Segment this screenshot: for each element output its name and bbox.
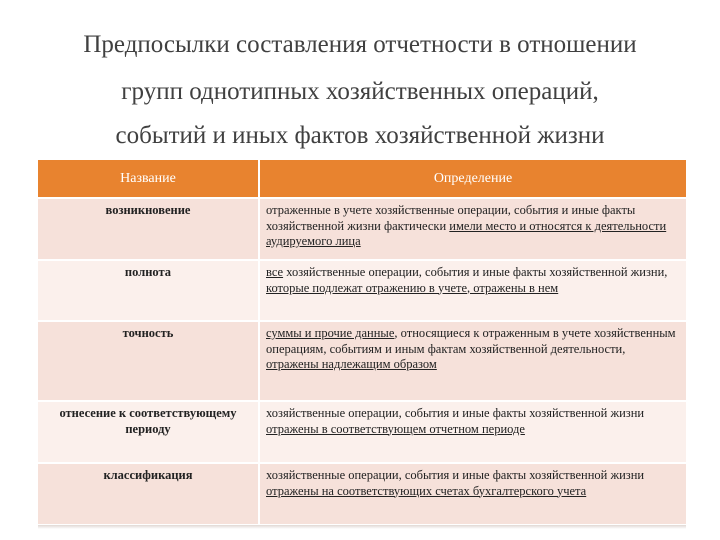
row-definition [260,320,686,400]
table-row [38,462,686,524]
definition-text: , относящиеся к отраженным в учете хозяйственным операциям, событиям и иным фактам хозяйственной деятельности, [266,326,676,356]
table-row [38,320,686,400]
table-header-row [38,160,686,197]
table-row [38,197,686,259]
row-name: классификация [38,462,260,524]
header-definition: Определение [260,160,686,197]
definition-underlined-text: отражены на соответствующих счетах бухгалтерского учета [266,483,587,498]
definition-text: отраженные в учете хозяйственные операции, события и иные факты хозяйственной жизни фактически [266,203,636,233]
definition-underlined-text: отражены в соответствующем отчетном периоде [266,421,525,436]
header-name: Название [38,160,260,197]
row-definition [260,462,686,524]
row-name: отнесение к соответствующему периоду [38,400,260,462]
definition-underlined-text: имели место и относятся к деятельности аудируемого лица [266,218,667,248]
row-name: возникновение [38,197,260,259]
definition-text: хозяйственные операции, события и иные факты хозяйственной жизни [266,468,645,482]
definition-underlined-text: все [266,265,284,279]
title-line-1: Предпосылки составления отчетности в отношении [83,31,637,58]
slide-title [0,0,720,160]
row-definition [260,259,686,320]
title-line-2: групп однотипных хозяйственных операций, [121,78,599,105]
definition-underlined-text: суммы и прочие данные [266,326,395,340]
definition-underlined-text: которые подлежат отражению в учете, отражены в нем [266,280,559,295]
row-name: полнота [38,259,260,320]
definition-underlined-text: отражены надлежащим образом [266,357,437,371]
definitions-table [38,160,686,524]
row-name: точность [38,320,260,400]
table-row [38,259,686,320]
definition-text: хозяйственные операции, события и иные факты хозяйственной жизни [266,406,645,420]
row-definition [260,197,686,259]
table-row [38,400,686,462]
row-definition [260,400,686,462]
definition-text: хозяйственные операции, события и иные факты хозяйственной жизни, [283,265,668,279]
title-line-3: событий и иных фактов хозяйственной жизни [115,122,605,149]
table-shadow [38,525,686,529]
